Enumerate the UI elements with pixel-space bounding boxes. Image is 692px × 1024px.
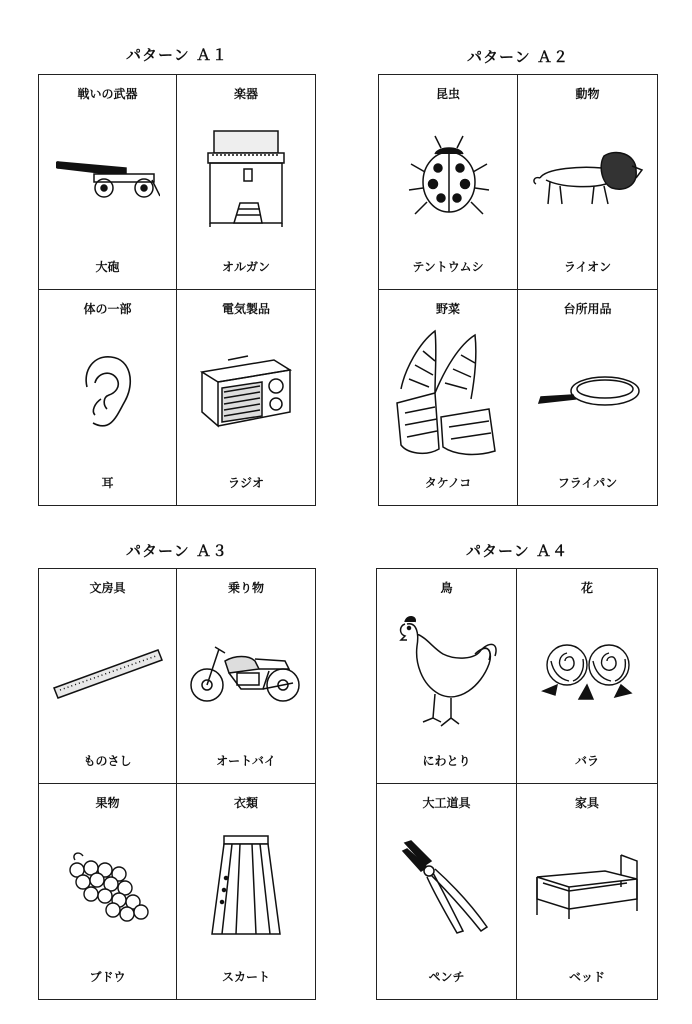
category-label: 文房具 bbox=[89, 581, 126, 595]
card-organ bbox=[177, 75, 315, 290]
ear-icon bbox=[81, 353, 135, 433]
item-label: ものさし bbox=[83, 754, 132, 768]
card-lion bbox=[518, 75, 657, 290]
category-label: 台所用品 bbox=[563, 302, 612, 316]
item-label: ラジオ bbox=[227, 476, 264, 490]
skirt-icon bbox=[210, 834, 282, 940]
category-label: 衣類 bbox=[233, 796, 258, 810]
item-label: スカート bbox=[221, 970, 270, 984]
pliers-icon bbox=[401, 839, 493, 935]
card-grid bbox=[38, 74, 316, 506]
grapes-icon bbox=[65, 850, 151, 924]
ladybug-icon bbox=[405, 132, 491, 224]
card-grid bbox=[38, 568, 316, 1000]
pattern-title: パターン Ａ１ bbox=[126, 46, 228, 64]
item-label: 耳 bbox=[101, 476, 114, 490]
rose-icon bbox=[539, 641, 635, 703]
item-label: バラ bbox=[574, 754, 599, 768]
radio-icon bbox=[198, 354, 294, 432]
item-label: ブドウ bbox=[89, 970, 126, 984]
lion-icon bbox=[532, 148, 644, 208]
category-label: 大工道具 bbox=[422, 796, 471, 810]
category-label: 乗り物 bbox=[227, 581, 264, 595]
organ-icon bbox=[204, 129, 288, 227]
card-rose bbox=[517, 569, 657, 784]
card-skirt bbox=[177, 784, 315, 999]
frying-pan-icon bbox=[535, 375, 641, 411]
category-label: 家具 bbox=[574, 796, 599, 810]
card-grid bbox=[378, 74, 658, 506]
card-ruler bbox=[39, 569, 177, 784]
pattern-a4 bbox=[376, 540, 658, 1000]
card-radio bbox=[177, 290, 315, 505]
category-label: 鳥 bbox=[440, 581, 453, 595]
category-label: 果物 bbox=[95, 796, 120, 810]
card-grapes bbox=[39, 784, 177, 999]
category-label: 体の一部 bbox=[83, 302, 132, 316]
item-label: テントウムシ bbox=[412, 260, 484, 274]
item-label: オルガン bbox=[221, 260, 270, 274]
card-motorcycle bbox=[177, 569, 315, 784]
pattern-title: パターン Ａ４ bbox=[466, 542, 568, 560]
category-label: 花 bbox=[580, 581, 593, 595]
pattern-a2 bbox=[378, 46, 658, 506]
card-bamboo-shoot bbox=[379, 290, 518, 505]
ruler-icon bbox=[52, 644, 164, 700]
card-bed bbox=[517, 784, 657, 999]
chicken-icon bbox=[395, 614, 499, 730]
category-label: 動物 bbox=[575, 87, 600, 101]
item-label: フライパン bbox=[557, 476, 618, 490]
card-ladybug bbox=[379, 75, 518, 290]
category-label: 楽器 bbox=[233, 87, 258, 101]
card-frying-pan bbox=[518, 290, 657, 505]
pattern-title: パターン Ａ２ bbox=[467, 48, 569, 66]
card-chicken bbox=[377, 569, 517, 784]
category-label: 電気製品 bbox=[221, 302, 270, 316]
category-label: 野菜 bbox=[435, 302, 460, 316]
category-label: 昆虫 bbox=[435, 87, 460, 101]
bamboo-shoot-icon bbox=[395, 329, 501, 457]
item-label: オートバイ bbox=[216, 754, 276, 768]
cannon-icon bbox=[56, 156, 160, 200]
card-pliers bbox=[377, 784, 517, 999]
card-grid bbox=[376, 568, 658, 1000]
item-label: ベッド bbox=[568, 970, 605, 984]
item-label: ライオン bbox=[563, 260, 612, 274]
bed-icon bbox=[533, 853, 641, 921]
card-ear bbox=[39, 290, 177, 505]
item-label: ペンチ bbox=[428, 970, 465, 984]
item-label: 大砲 bbox=[95, 260, 120, 274]
category-label: 戦いの武器 bbox=[77, 87, 138, 101]
motorcycle-icon bbox=[189, 639, 303, 705]
item-label: にわとり bbox=[422, 754, 471, 768]
item-label: タケノコ bbox=[424, 476, 472, 490]
pattern-a3 bbox=[38, 540, 316, 1000]
pattern-a1 bbox=[38, 44, 316, 506]
card-cannon bbox=[39, 75, 177, 290]
pattern-title: パターン Ａ３ bbox=[126, 542, 228, 560]
